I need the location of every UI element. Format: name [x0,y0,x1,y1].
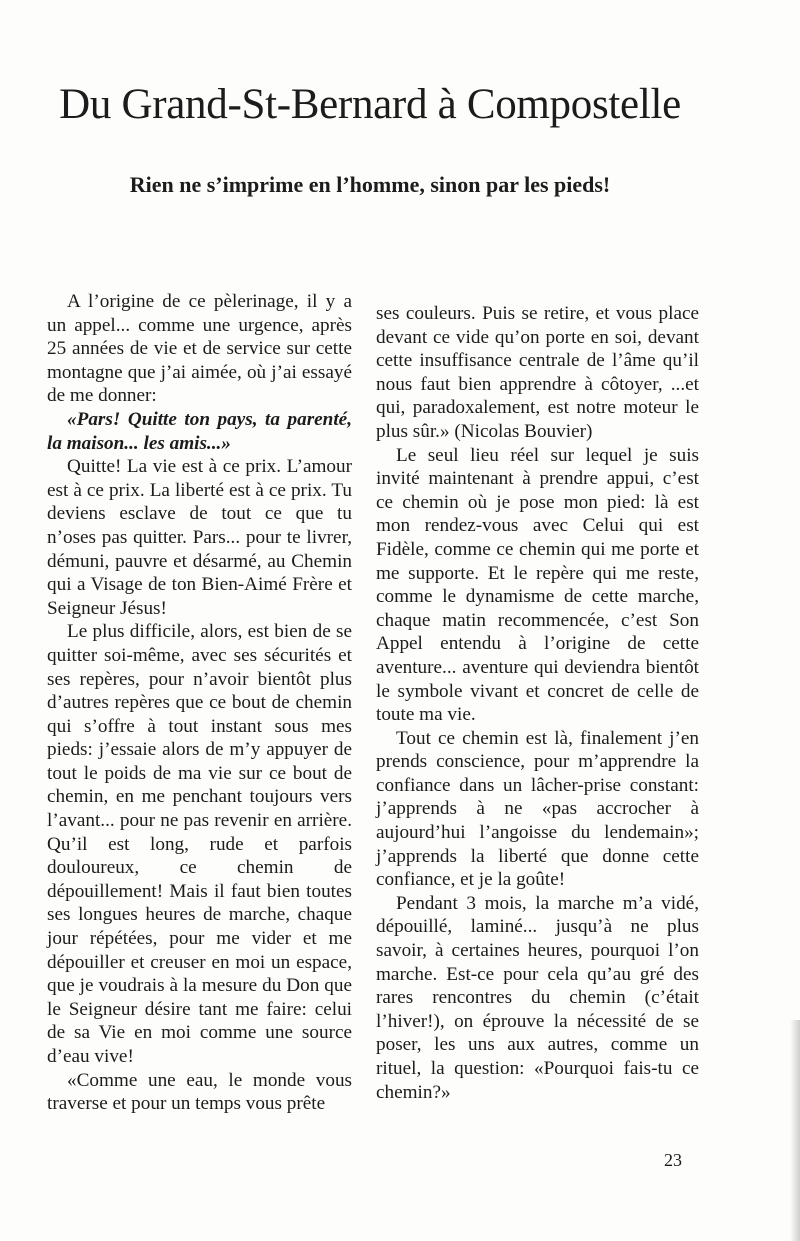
paragraph: «Comme une eau, le monde vous traverse et pour un temps vous prête [47,1069,352,1115]
page-title: Du Grand-St-Bernard à Compostelle [59,81,681,128]
page-subtitle: Rien ne s’imprime en l’homme, sinon par les pieds! [129,172,611,197]
page-edge-shadow [790,1020,800,1241]
quote-paragraph: «Pars! Quitte ton pays, ta parenté, la maison... les amis...» [47,408,352,454]
paragraph: Tout ce chemin est là, finalement j’en prends conscience, pour m’apprendre la confiance dans un lâcher-prise constant: j’apprends à ne «pas accrocher à aujourd’hui l’angoisse du lendemain»; j’apprends la liberté que donne cette confiance, et je la goûte! [376,727,699,891]
paragraph: Le plus difficile, alors, est bien de se quitter soi-même, avec ses sécurités et ses repères, pour n’avoir bientôt plus d’autres repères que ce bout de chemin qui s’offre à tout instant sous mes pieds: j’essaie alors de m’y appuyer de tout le poids de ma vie sur ce bout de chemin, en me penchant toujours vers l’avant... pour ne pas revenir en arrière. Qu’il est long, rude et parfois douloureux, ce chemin de dépouillement! Mais il faut bien toutes ses longues heures de marche, chaque jour répétées, pour me vider et me dépouiller et creuser en moi un espace, que je voudrais à la mesure du Don que le Seigneur désire tant me faire: celui de sa Vie en moi comme une source d’eau vive! [47,621,352,1067]
paragraph: ses couleurs. Puis se retire, et vous place devant ce vide qu’on porte en soi, devant cette insuffisance centrale de l’âme qu’il nous faut bien apprendre à côtoyer, ...et qui, paradoxalement, est notre moteur le plus sûr.» (Nicolas Bouvier) [376,303,699,442]
paragraph: A l’origine de ce pèlerinage, il y a un appel... comme une urgence, après 25 années de vie et de service sur cette montagne que j’ai aimée, où j’ai essayé de me donner: [47,291,352,407]
right-column [376,302,699,1104]
paragraph: Pendant 3 mois, la marche m’a vidé, dépouillé, laminé... jusqu’à ne plus savoir, à certaines heures, pourquoi l’on marche. Est-ce pour cela qu’au gré des rares rencontres du chemin (c’était l’hiver!), on éprouve la nécessité de se poser, les uns aux autres, comme un rituel, la question: «Pourquoi fais-tu ce chemin?» [376,892,699,1103]
paragraph: Le seul lieu réel sur lequel je suis invité maintenant à prendre appui, c’est ce chemin où je pose mon pied: là est mon rendez-vous avec Celui qui est Fidèle, comme ce chemin qui me porte et me supporte. Et le repère qui me reste, comme le dynamisme de cette marche, chaque matin recommencée, c’est Son Appel entendu à l’origine de cette aventure... aventure qui deviendra bientôt le symbole vivant et concret de celle de toute ma vie. [376,444,699,726]
paragraph: Quitte! La vie est à ce prix. L’amour est à ce prix. La liberté est à ce prix. Tu deviens esclave de tout ce que tu n’oses pas quitter. Pars... pour te livrer, démuni, pauvre et désarmé, au Chemin qui a Visage de ton Bien-Aimé Frère et Seigneur Jésus! [47,456,352,619]
left-column [47,290,352,1116]
page-number: 23 [664,1150,682,1170]
